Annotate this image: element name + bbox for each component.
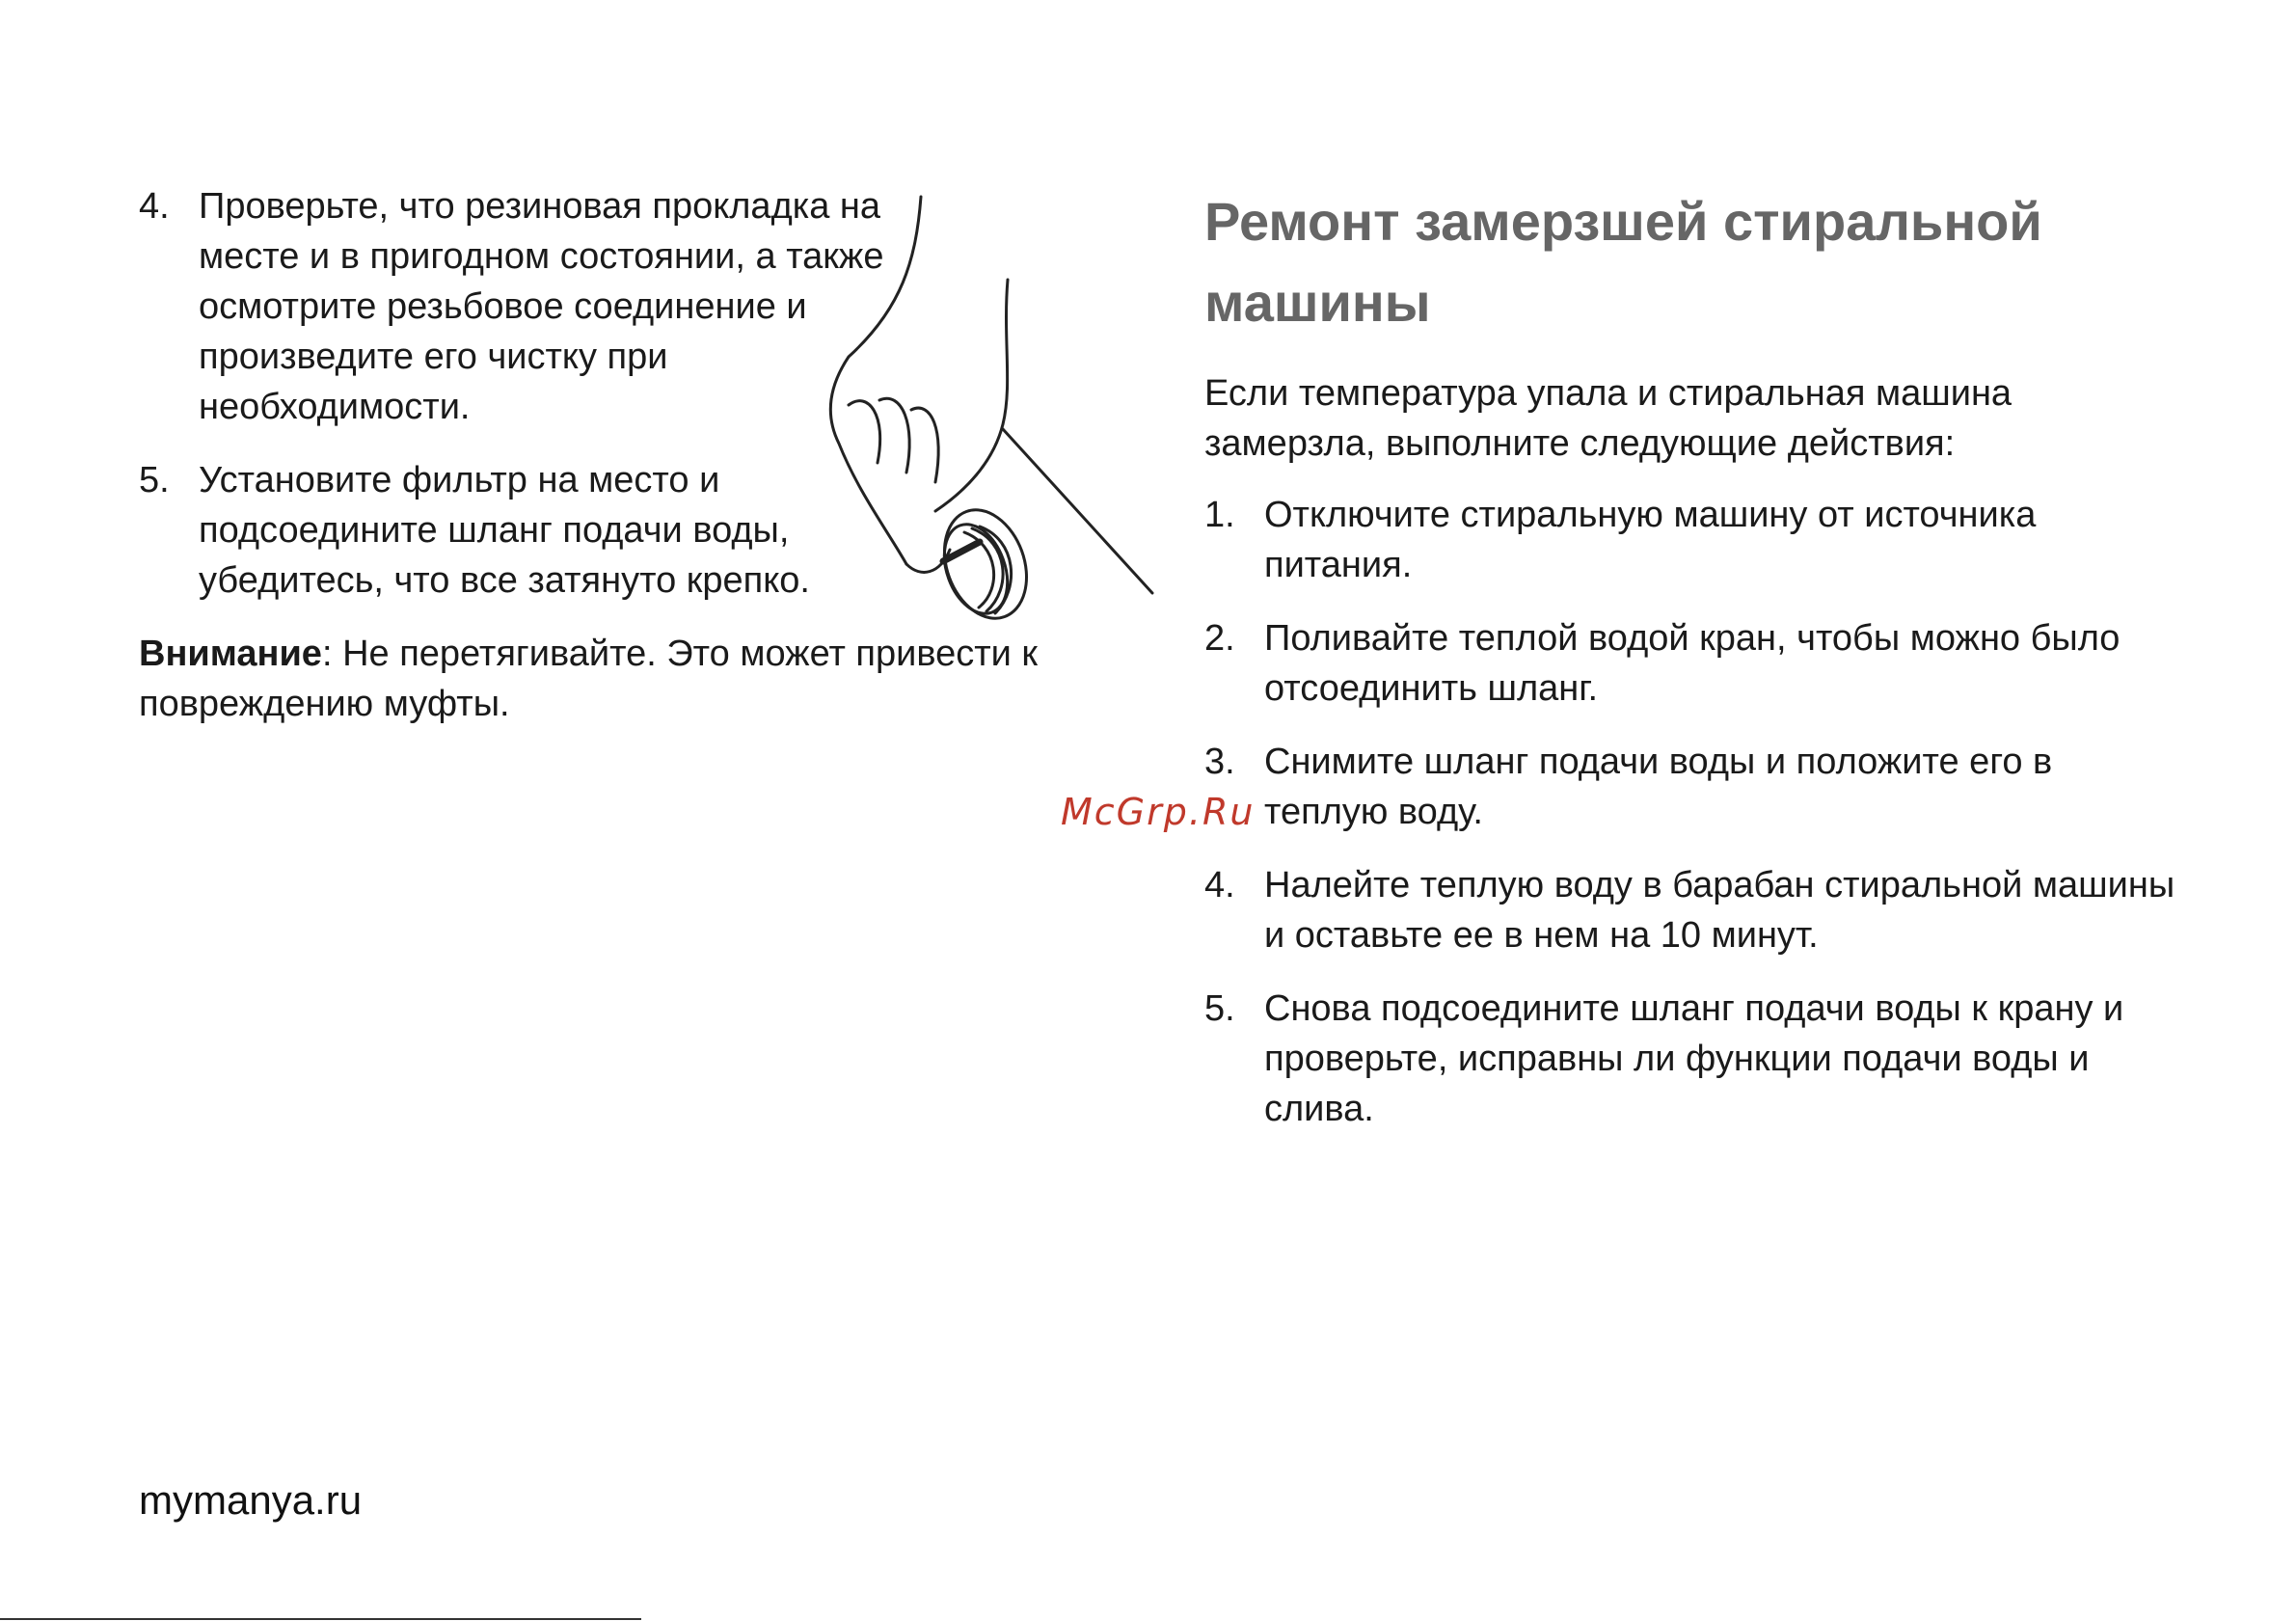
step-number: 4. [1204, 865, 1235, 905]
list-item [1204, 860, 2178, 960]
step-number: 1. [1204, 495, 1235, 535]
list-item [139, 455, 893, 606]
list-item [139, 181, 893, 432]
step-text: Поливайте теплой водой кран, чтобы можно было отсоединить шланг. [1264, 618, 2120, 709]
warning-text: : Не перетягивайте. Это может привести к повреждению муфты. [139, 634, 1039, 724]
step-text: Отключите стиральную машину от источника питания. [1264, 495, 2037, 585]
hand-turning-filter-icon [810, 183, 1157, 646]
footer-divider [0, 1618, 641, 1620]
step-text: Снимите шланг подачи воды и положите его в теплую воду. [1264, 742, 2053, 832]
step-number: 4. [139, 186, 170, 227]
right-column [1204, 181, 2178, 1157]
footer-site: mymanya.ru [139, 1477, 363, 1523]
step-text: Установите фильтр на место и подсоедините шланг подачи воды, убедитесь, что все затянуто крепко. [199, 460, 810, 601]
intro-text: Если температура упала и стиральная машина замерзла, выполните следующие действия: [1204, 373, 2012, 464]
step-number: 3. [1204, 742, 1235, 782]
list-item [1204, 737, 2178, 837]
section-title: Ремонт замерзшей стиральной машины [1204, 191, 2042, 333]
step-text: Налейте теплую воду в барабан стиральной машины и оставьте ее в нем на 10 минут. [1264, 865, 2175, 956]
step-number: 2. [1204, 618, 1235, 659]
step-text: Проверьте, что резиновая прокладка на месте и в пригодном состоянии, а также осмотрите резьбовое соединение и произведите его чистку при необходимости. [199, 186, 884, 427]
step-number: 5. [1204, 988, 1235, 1029]
list-item [1204, 613, 2178, 714]
list-item [1204, 984, 2178, 1134]
warning-label: Внимание [139, 634, 322, 674]
step-text: Снова подсоедините шланг подачи воды к крану и проверьте, исправны ли функции подачи воды и слива. [1264, 988, 2124, 1129]
right-steps-list [1204, 490, 2178, 1134]
list-item [1204, 490, 2178, 590]
step-number: 5. [139, 460, 170, 500]
watermark: McGrp.Ru [1061, 791, 1256, 833]
